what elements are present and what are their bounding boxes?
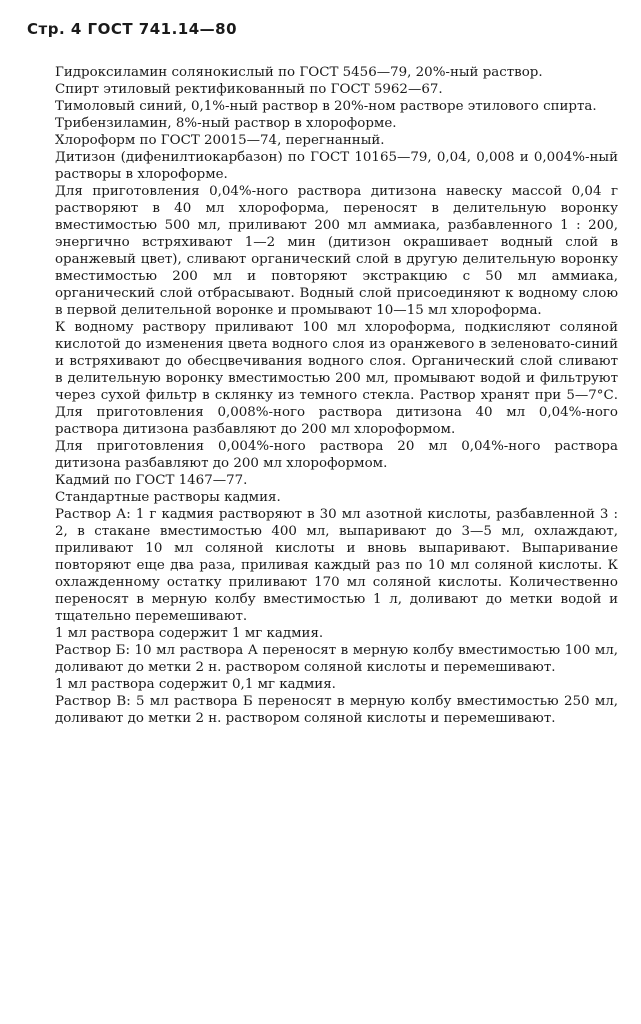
paragraph-tribenzylamine: Трибензиламин, 8%-ный раствор в хлороформе. (55, 116, 397, 131)
paragraph-dithizone-prep-004: Для приготовления 0,04%-ного раствора дитизона навеску массой 0,04 г растворяют в 40 мл хлороформа, переносят в делительную воронку вместимостью 500 мл, приливают 200 мл аммиака, разбавленного 1 : 200, энергично встряхивают 1—2 мин (дитизон окрашивает водный слой в оранжевый цвет), сливают органический слой в другую делительную воронку вместимостью 200 мл и повторяют экстракцию с 50 мл аммиака, органический слой отбрасывают. Водный слой присоединяют к водному слою в первой делительной воронке и промывают 10—15 мл хлороформа. (55, 184, 618, 318)
paragraph-ethyl-alcohol: Спирт этиловый ректификованный по ГОСТ 5962—67. (55, 82, 443, 97)
paragraph-solution-v: Раствор В: 5 мл раствора Б переносят в мерную колбу вместимостью 250 мл, доливают до метки 2 н. раствором соляной кислоты и перемешивают. (55, 694, 618, 726)
body-text (55, 64, 618, 727)
paragraph-dithizone: Дитизон (дифенилтиокарбазон) по ГОСТ 10165—79, 0,04, 0,008 и 0,004%-ный растворы в хлороформе. (55, 150, 618, 182)
paragraph-solution-a-content: 1 мл раствора содержит 1 мг кадмия. (55, 626, 324, 641)
paragraph-dithizone-prep-008: К водному раствору приливают 100 мл хлороформа, подкисляют соляной кислотой до изменения цвета водного слоя из оранжевого в зеленовато-синий и встряхивают до обесцвечивания водного слоя. Органический слой сливают в делительную воронку вместимостью 200 мл, промывают водой и фильтруют через сухой фильтр в склянку из темного стекла. Раствор хранят при 5—7°С. Для приготовления 0,008%-ного раствора дитизона 40 мл 0,04%-ного раствора дитизона разбавляют до 200 мл хлороформом. (55, 320, 618, 437)
paragraph-chloroform: Хлороформ по ГОСТ 20015—74, перегнанный. (55, 133, 385, 148)
paragraph-solution-a: Раствор А: 1 г кадмия растворяют в 30 мл азотной кислоты, разбавленной 3 : 2, в стакане вместимостью 400 мл, выпаривают до 3—5 мл, охлаждают, приливают 10 мл соляной кислоты и вновь выпаривают. Выпаривание повторяют еще два раза, приливая каждый раз по 10 мл соляной кислоты. К охлажденному остатку приливают 170 мл соляной кислоты. Количественно переносят в мерную колбу вместимостью 1 л, доливают до метки водой и тщательно перемешивают. (55, 507, 618, 624)
paragraph-solution-b: Раствор Б: 10 мл раствора А переносят в мерную колбу вместимостью 100 мл, доливают до метки 2 н. раствором соляной кислоты и перемешивают. (55, 643, 618, 675)
paragraph-solution-b-content: 1 мл раствора содержит 0,1 мг кадмия. (55, 677, 336, 692)
paragraph-cadmium: Кадмий по ГОСТ 1467—77. (55, 473, 248, 488)
paragraph-dithizone-prep-0004: Для приготовления 0,004%-ного раствора 20 мл 0,04%-ного раствора дитизона разбавляют до 200 мл хлороформом. (55, 439, 618, 471)
paragraph-standard-solutions: Стандартные растворы кадмия. (55, 490, 281, 505)
paragraph-hydroxylamine: Гидроксиламин солянокислый по ГОСТ 5456—79, 20%-ный раствор. (55, 65, 543, 80)
paragraph-thymol-blue: Тимоловый синий, 0,1%-ный раствор в 20%-ном растворе этилового спирта. (55, 99, 597, 114)
running-head: Стр. 4 ГОСТ 741.14—80 (27, 20, 238, 38)
